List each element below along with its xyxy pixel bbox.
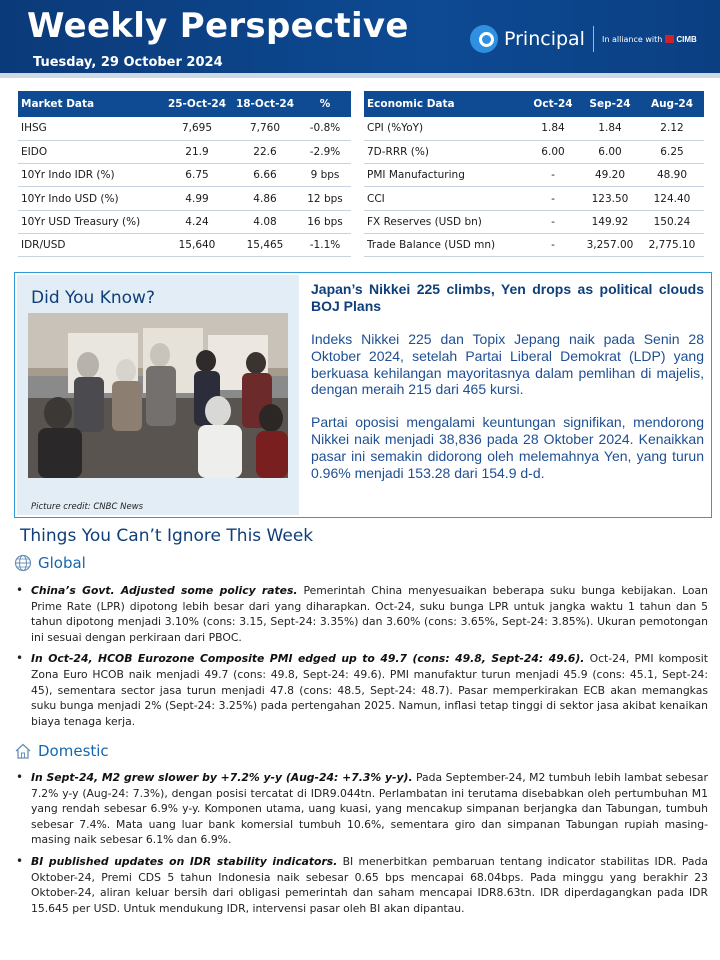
did-you-know-title: Did You Know? [31,288,155,308]
table-cell: - [526,187,580,210]
table-row [364,140,704,163]
did-you-know-panel [17,275,299,515]
table-header-row [18,91,351,117]
news-photo [28,313,288,478]
domestic-news-list [14,770,708,922]
table-row [364,164,704,187]
item-lead: BI published updates on IDR stability indicators. [31,854,338,868]
table-cell: 10Yr Indo IDR (%) [18,164,163,187]
item-lead: In Sept-24, M2 grew slower by +7.2% y-y (Aug-24: +7.3% y-y). [31,771,413,784]
table-cell: 123.50 [580,187,640,210]
table-cell: 22.6 [231,140,299,163]
home-icon [14,742,32,760]
table-cell: -2.9% [299,140,351,163]
item-text: BI menerbitkan pembaruan tentang indicator stabilitas IDR. Pada Oktober-24, Premi CDS 5 tahun Indonesia naik sebesar 0.65 bps mencapai 68.04bps. Pada minggu yang berakhir 23 Oktober-24, aliran keluar bersih dari obligasi pemerintah dan saham mencapai IDR8.63tn. IDR diperdagangkan pada IDR 15.645 per USD. Untuk mendukung IDR, intervensi pasar oleh BI akan dipantau. [31,854,708,915]
table-cell: 12 bps [299,187,351,210]
principal-logo-icon [470,25,498,53]
table-cell: 49.20 [580,164,640,187]
table-cell: 6.66 [231,164,299,187]
global-label: Global [38,554,86,572]
alliance-text: In alliance with [601,34,663,44]
table-cell: 15,640 [163,233,231,256]
table-cell: - [526,210,580,233]
column-header: 18-Oct-24 [231,91,299,117]
table-cell: 10Yr USD Treasury (%) [18,210,163,233]
section-title: Things You Can’t Ignore This Week [20,526,314,546]
news-article [311,281,704,481]
table-cell: 3,257.00 [580,233,640,256]
table-cell: 6.75 [163,164,231,187]
column-header: 25-Oct-24 [163,91,231,117]
partner-name: CIMB [676,34,697,44]
domestic-section-header [14,742,109,760]
globe-icon [14,554,32,572]
table-cell: 2.12 [640,117,704,140]
global-news-list [14,583,708,735]
header-underline [0,73,720,78]
table-cell: 7,695 [163,117,231,140]
brand-logo [470,24,697,54]
column-header: Sep-24 [580,91,640,117]
item-text: Pemerintah China menyesuaikan beberapa suku bunga kebijakan. Loan Prime Rate (LPR) dipotong lebih besar dari yang diharapkan. Oct-24, suku bunga LPR untuk jangka waktu 1 tahun dan 5 tahun dipotong menjadi 3.10% (cons: 3.15, Sept-24: 3.35%) dan 3.60% (cons: 3.65%, Sept-24: 3.85%). Ukuran pemotongan ini sesuai dengan perkiraan dari PBOC. [31,584,709,644]
table-cell: PMI Manufacturing [364,164,526,187]
table-cell: 4.86 [231,187,299,210]
table-cell: 4.24 [163,210,231,233]
column-header: Market Data [18,91,163,117]
table-cell: - [526,233,580,256]
list-item [14,583,708,645]
table-row [364,187,704,210]
table-cell: 4.99 [163,187,231,210]
table-row [18,164,351,187]
cimb-icon [665,35,674,43]
logo-divider [593,26,594,52]
table-cell: 7,760 [231,117,299,140]
table-row [18,117,351,140]
domestic-label: Domestic [38,742,109,760]
table-row [364,233,704,256]
table-cell: 15,465 [231,233,299,256]
table-cell: 6.25 [640,140,704,163]
page-title: Weekly Perspective [27,6,409,46]
item-lead: China’s Govt. Adjusted some policy rates. [31,584,298,597]
list-item [14,770,708,848]
table-cell: 2,775.10 [640,233,704,256]
table-cell: 21.9 [163,140,231,163]
table-row [18,233,351,256]
column-header: % [299,91,351,117]
column-header: Aug-24 [640,91,704,117]
list-item [14,854,708,916]
item-lead: In Oct-24, HCOB Eurozone Composite PMI edged up to 49.7 (cons: 49.8, Sept-24: 49.6). [31,652,585,666]
list-item [14,651,708,729]
table-cell: 7D-RRR (%) [364,140,526,163]
news-paragraph: Partai oposisi mengalami keuntungan signifikan, mendorong Nikkei naik menjadi 38,836 pada 28 Oktober 2024. Kenaikkan pasar ini semakin didorong oleh melemahnya Yen, yang turun 0.96% menjadi 153.28 dari 154.9 d-d. [311,414,704,481]
voting-scene-image [28,313,288,478]
table-header-row [364,91,704,117]
table-cell: 9 bps [299,164,351,187]
table-cell: - [526,164,580,187]
table-cell: 6.00 [580,140,640,163]
item-text: Pada September-24, M2 tumbuh lebih lambat sebesar 7.2% y-y (Aug-24: 7.3%), dengan posisi tercatat di IDR9.044tn. Perlambatan ini terutama disebabkan oleh pertumbuhan M1 yang rendah sebesar 6.9% y-y. Komponen utama, uang kuasi, yang mencakup simpanan berjangka dan Tabungan, tumbuh sebesar 7.4%. Mata uang luar bank komersial tumbuh 10.6%, sementara giro dan simpanan Tabungan rupiah masing-masing naik sebesar 6.1% dan 6.9%. [31,771,708,847]
table-cell: 16 bps [299,210,351,233]
news-paragraph: Indeks Nikkei 225 dan Topix Jepang naik pada Senin 28 Oktober 2024, setelah Partai Liberal Demokrat (LDP) yang berkuasa kehilangan mayoritasnya dalam pemlihan di majelis, dengan meraih 215 dari 465 kursi. [311,331,704,398]
report-header [0,0,720,78]
table-cell: 6.00 [526,140,580,163]
did-you-know-box [14,272,712,518]
table-row [18,187,351,210]
global-section-header [14,554,86,572]
table-cell: IDR/USD [18,233,163,256]
brand-name: Principal [504,28,585,50]
market-data-table [18,91,351,257]
table-row [364,210,704,233]
table-row [18,140,351,163]
table-cell: 4.08 [231,210,299,233]
column-header: Economic Data [364,91,526,117]
table-cell: 124.40 [640,187,704,210]
table-cell: 149.92 [580,210,640,233]
table-cell: CCI [364,187,526,210]
table-cell: -1.1% [299,233,351,256]
table-cell: Trade Balance (USD mn) [364,233,526,256]
table-cell: IHSG [18,117,163,140]
photo-credit: Picture credit: CNBC News [31,502,144,512]
table-cell: FX Reserves (USD bn) [364,210,526,233]
table-cell: 1.84 [580,117,640,140]
column-header: Oct-24 [526,91,580,117]
table-cell: -0.8% [299,117,351,140]
table-cell: 150.24 [640,210,704,233]
table-cell: 10Yr Indo USD (%) [18,187,163,210]
table-row [364,117,704,140]
table-cell: CPI (%YoY) [364,117,526,140]
report-date: Tuesday, 29 October 2024 [33,55,223,70]
table-cell: EIDO [18,140,163,163]
table-row [18,210,351,233]
economic-data-table [364,91,704,257]
news-headline: Japan’s Nikkei 225 climbs, Yen drops as political clouds BOJ Plans [311,281,704,314]
item-text: Oct-24, PMI komposit Zona Euro HCOB naik menjadi 49.7 (cons: 49.8, Sept-24: 49.6). PMI manufaktur turun menjadi 45.9 (cons: 45.1, Sept-24: 45), sementara sector jasa turun menjadi 47.8 (cons: 48.5, Sept-24: 48.7). Pasar memperkirakan ECB akan memangkas suku bunga menjadi 2% (Sept-24: 3.25%) pada pertengahan 2025. Namun, inflasi tetap tinggi di sektor jasa akibat kenaikan biaya tenaga kerja. [31,652,708,728]
table-cell: 1.84 [526,117,580,140]
table-cell: 48.90 [640,164,704,187]
